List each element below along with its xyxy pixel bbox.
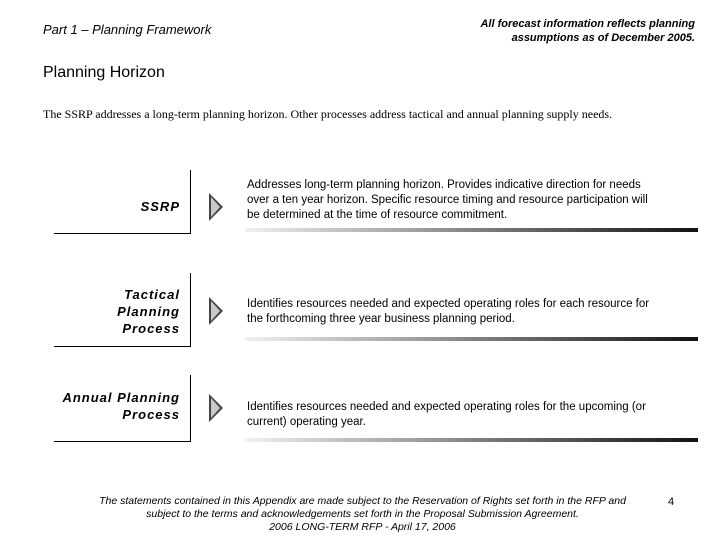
description-line: be determined at the time of resource commitment.: [247, 209, 508, 221]
label-line: Annual Planning: [62, 390, 180, 405]
footer-line: subject to the terms and acknowledgements set forth in the Proposal Submission Agreement.: [146, 508, 579, 520]
footer-line: The statements contained in this Appendix are made subject to the Reservation of Rights set forth in the RFP and: [99, 495, 626, 507]
annual-description: [247, 400, 682, 430]
section-title: Planning Horizon: [43, 64, 165, 81]
label-line: SSRP: [140, 199, 180, 214]
description-line: current) operating year.: [247, 416, 366, 428]
label-line: Tactical: [124, 287, 180, 302]
description-line: over a ten year horizon. Specific resource timing and resource participation will: [247, 194, 648, 206]
description-line: the forthcoming three year business planning period.: [247, 313, 515, 325]
label-line: Process: [122, 321, 180, 336]
row-divider-bar: [245, 228, 698, 232]
arrow-right-icon: [209, 394, 223, 422]
page-number: 4: [668, 496, 675, 508]
intro-text: The SSRP addresses a long-term planning horizon. Other processes address tactical and annual planning supply needs.: [43, 107, 613, 121]
tactical-label: [117, 286, 180, 337]
description-line: Addresses long-term planning horizon. Provides indicative direction for needs: [247, 179, 641, 191]
footer-disclaimer: [80, 495, 645, 534]
forecast-note: [455, 17, 695, 45]
ssrp-label: [141, 198, 180, 215]
forecast-note-line: All forecast information reflects planning: [480, 18, 695, 30]
row-divider-bar: [245, 337, 698, 341]
label-line: Planning: [117, 304, 180, 319]
annual-label: [62, 389, 180, 423]
footer-line: 2006 LONG-TERM RFP - April 17, 2006: [269, 521, 456, 533]
arrow-right-icon: [209, 297, 223, 325]
tactical-label-box: [54, 273, 191, 347]
forecast-note-line: assumptions as of December 2005.: [511, 32, 695, 44]
part-title: Part 1 – Planning Framework: [43, 22, 212, 37]
arrow-right-icon: [209, 193, 223, 221]
label-line: Process: [122, 407, 180, 422]
description-line: Identifies resources needed and expected operating roles for the upcoming (or: [247, 401, 646, 413]
row-divider-bar: [245, 438, 698, 442]
ssrp-description: [247, 178, 682, 223]
description-line: Identifies resources needed and expected operating roles for each resource for: [247, 298, 650, 310]
annual-label-box: [54, 375, 191, 442]
ssrp-label-box: [54, 170, 191, 234]
tactical-description: [247, 297, 682, 327]
